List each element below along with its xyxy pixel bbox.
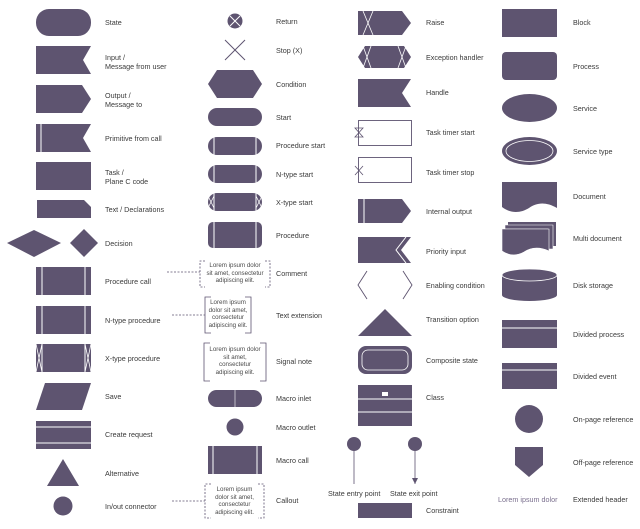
internal-output-shape [358, 199, 411, 223]
signal-note-text [204, 346, 266, 376]
label-text-extension: Text extension [276, 311, 322, 320]
task-timer-stop-shape [355, 158, 412, 183]
inout-connector-shape [54, 497, 73, 516]
label-alternative: Alternative [105, 469, 139, 478]
label-transition-option: Transition option [426, 315, 479, 324]
multi-document-shape [502, 222, 556, 255]
label-return: Return [276, 17, 298, 26]
label-ntype-procedure: N-type procedure [105, 316, 161, 325]
label-save: Save [105, 392, 122, 401]
macro-inlet-shape [208, 390, 262, 407]
callout-line: consectetur [218, 501, 251, 509]
label-offpage-reference: Off-page reference [573, 458, 634, 467]
class-shape [358, 385, 412, 426]
output-shape [36, 85, 91, 113]
disk-storage-shape [502, 269, 557, 301]
signal-note-line: sit amet, [223, 353, 247, 361]
raise-shape [358, 11, 411, 35]
primitive-from-call-shape [36, 124, 91, 152]
comment-text [201, 262, 269, 285]
text-declarations-shape [37, 200, 91, 218]
transition-option-shape [358, 309, 412, 336]
label-xtype-start: X-type start [276, 198, 313, 207]
macro-call-shape [208, 446, 262, 474]
label-procedure-call: Procedure call [105, 277, 151, 286]
text-extension-line: Lorem ipsum [210, 299, 246, 306]
input-shape [36, 46, 91, 74]
label-state-exit-point: State exit point [390, 489, 438, 498]
label-macro-call: Macro call [276, 456, 309, 465]
label-procedure: Procedure [276, 231, 310, 240]
save-shape [36, 383, 91, 410]
return-shape [228, 14, 243, 29]
composite-state-shape [358, 346, 412, 374]
label-text-declarations: Text / Declarations [105, 205, 165, 214]
label-divided-event: Divided event [573, 372, 617, 381]
task-shape [36, 162, 91, 190]
label-constraint: Constraint [426, 506, 459, 515]
decision-shapes [7, 229, 98, 257]
process-shape [502, 52, 557, 80]
label-enabling-condition: Enabling condition [426, 281, 485, 290]
comment-text-line: sit amet, consectetur [206, 269, 264, 277]
callout-text [205, 486, 264, 516]
label-priority-input: Priority input [426, 247, 466, 256]
label-condition: Condition [276, 80, 307, 89]
label-callout: Callout [276, 496, 299, 505]
block-shape [502, 9, 557, 37]
service-shape [502, 94, 557, 122]
label-process: Process [573, 62, 599, 71]
divided-process-shape [502, 320, 557, 348]
macro-outlet-shape [227, 419, 244, 436]
onpage-reference-shape [515, 405, 543, 433]
service-type-shape [502, 137, 557, 165]
document-shape [502, 182, 557, 212]
label-state-entry-point: State entry point [328, 489, 381, 498]
exception-handler-shape [358, 46, 411, 68]
state-exit-point-shape [408, 437, 422, 484]
condition-shape [208, 70, 262, 98]
ntype-procedure-shape [36, 306, 91, 334]
signal-note-line: consectetur [219, 361, 251, 369]
xtype-start-shape [208, 193, 262, 211]
label-multi-document: Multi document [573, 234, 622, 243]
label-task-timer-start: Task timer start [426, 128, 475, 137]
label-signal-note: Signal note [276, 357, 312, 366]
label-output-line2: Message to [105, 100, 143, 109]
label-handle: Handle [426, 88, 449, 97]
label-start: Start [276, 113, 292, 122]
priority-input-shape [358, 237, 411, 263]
label-primitive-from-call: Primitive from call [105, 134, 162, 143]
signal-note-line: Lorem ipsum dolor [209, 346, 261, 353]
divided-event-shape [502, 363, 557, 389]
label-comment: Comment [276, 269, 308, 278]
stop-shape [225, 40, 245, 60]
state-shape [36, 9, 91, 36]
label-state: State [105, 18, 122, 27]
constraint-shape [358, 503, 412, 518]
text-extension-text [205, 299, 251, 329]
alternative-shape [47, 459, 79, 486]
label-task-line2: Plane C code [105, 177, 149, 186]
label-task-timer-stop: Task timer stop [426, 168, 475, 177]
text-extension-line: dolor sit amet, [208, 306, 248, 314]
label-macro-outlet: Macro outlet [276, 423, 316, 432]
comment-text-line: adipiscing elit. [215, 277, 255, 285]
procedure-shape [208, 222, 262, 248]
label-disk-storage: Disk storage [573, 281, 613, 290]
label-divided-process: Divided process [573, 330, 625, 339]
label-output-line1: Output / [105, 91, 131, 100]
text-extension-line: consectetur [212, 314, 244, 322]
task-timer-start-shape [355, 121, 412, 146]
procedure-start-shape [208, 137, 262, 155]
start-shape [208, 108, 262, 126]
enabling-condition-shape [358, 271, 412, 299]
label-input-line1: Input / [105, 53, 125, 62]
offpage-reference-shape [515, 447, 543, 477]
label-input-line2: Message from user [105, 62, 167, 71]
label-ntype-start: N-type start [276, 170, 314, 179]
label-document: Document [573, 192, 606, 201]
callout-line: Lorem ipsum [216, 486, 253, 493]
label-extended-header: Extended header [573, 495, 628, 504]
xtype-procedure-shape [36, 344, 91, 372]
handle-shape [358, 79, 411, 107]
label-class: Class [426, 393, 444, 402]
create-request-shape [36, 421, 91, 449]
label-composite-state: Composite state [426, 356, 478, 365]
ntype-start-shape [208, 165, 262, 183]
label-service-type: Service type [573, 147, 613, 156]
extended-header-sample-text: Lorem ipsum dolor [498, 495, 558, 504]
label-exception-handler: Exception handler [426, 53, 484, 62]
procedure-call-shape [36, 267, 91, 295]
state-entry-point-shape [347, 437, 361, 484]
signal-note-line: adipiscing elit. [215, 368, 255, 376]
label-macro-inlet: Macro inlet [276, 394, 312, 403]
label-service: Service [573, 104, 597, 113]
label-task-line1: Task / [105, 168, 124, 177]
label-onpage-reference: On-page reference [573, 415, 634, 424]
label-internal-output: Internal output [426, 207, 472, 216]
label-raise: Raise [426, 18, 445, 27]
label-block: Block [573, 18, 591, 27]
callout-line: adipiscing elit. [215, 508, 254, 516]
label-create-request: Create request [105, 430, 153, 439]
callout-line: dolor sit amet, [215, 493, 254, 501]
label-xtype-procedure: X-type procedure [105, 354, 161, 363]
label-inout-connector: In/out connector [105, 502, 157, 511]
label-decision: Decision [105, 239, 133, 248]
label-procedure-start: Procedure start [276, 141, 326, 150]
text-extension-line: adipiscing elit. [208, 321, 248, 329]
comment-text-line: Lorem ipsum dolor [209, 262, 261, 269]
label-stop: Stop (X) [276, 46, 303, 55]
